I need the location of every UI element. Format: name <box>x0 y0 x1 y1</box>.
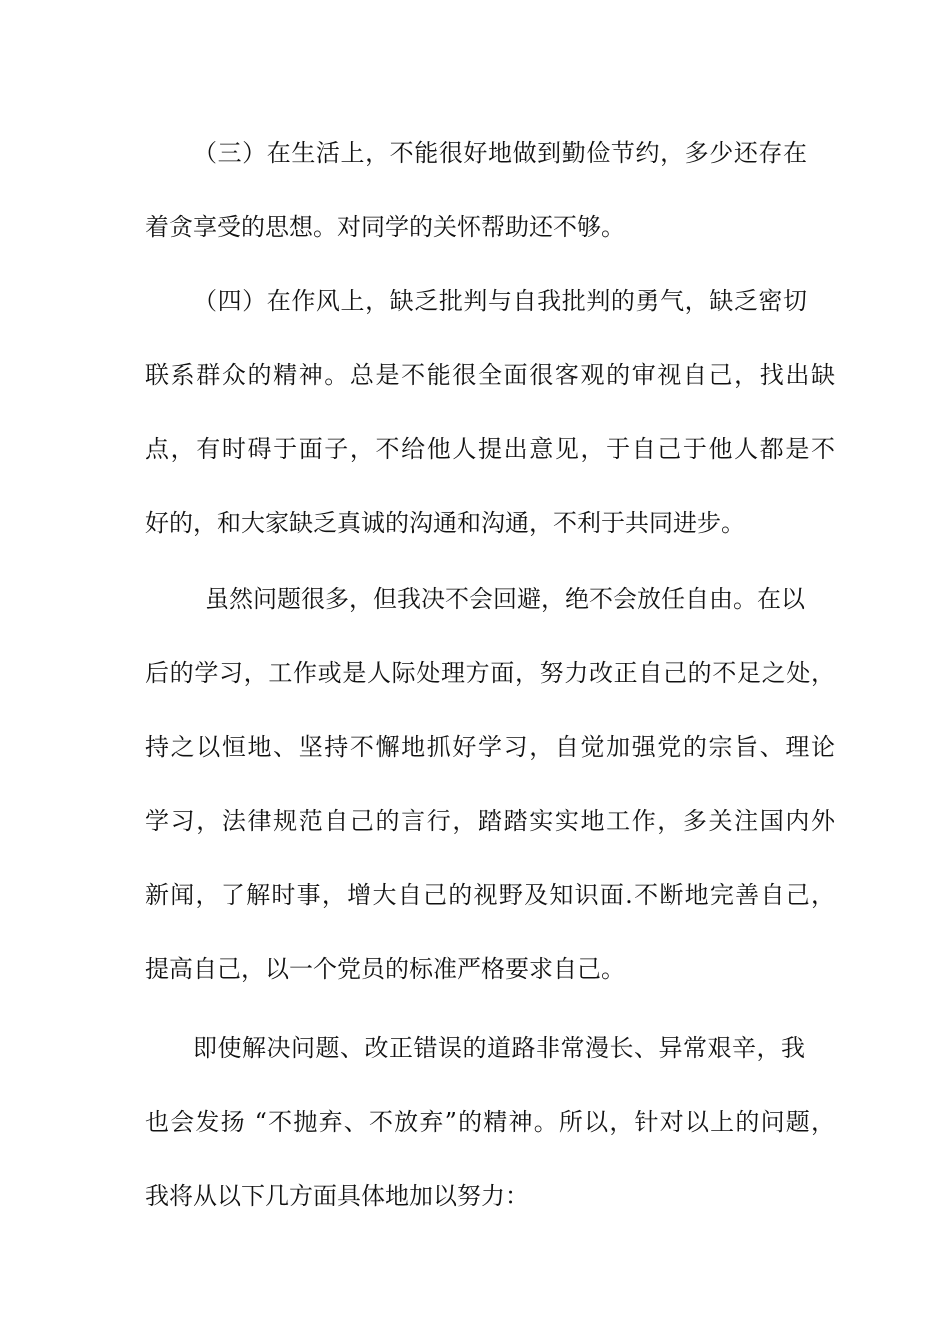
paragraph-2-line-3: 点，有时碍于面子，不给他人提出意见，于自己于他人都是不 <box>145 435 835 463</box>
paragraph-4-line-1: 即使解决问题、改正错误的道路非常漫长、异常艰辛，我 <box>193 1034 805 1062</box>
paragraph-3-line-5: 新闻，了解时事，增大自己的视野及知识面.不断地完善自己， <box>145 881 835 909</box>
paragraph-2-line-1: （四）在作风上，缺乏批判与自我批判的勇气，缺乏密切 <box>193 287 807 315</box>
paragraph-1-line-2: 着贪享受的思想。对同学的关怀帮助还不够。 <box>145 213 625 241</box>
paragraph-3-line-3: 持之以恒地、坚持不懈地抓好学习，自觉加强党的宗旨、理论 <box>145 733 835 761</box>
paragraph-3-line-6: 提高自己，以一个党员的标准严格要求自己。 <box>145 955 625 983</box>
paragraph-3-line-2: 后的学习，工作或是人际处理方面，努力改正自己的不足之处， <box>145 659 835 687</box>
paragraph-3-line-4: 学习，法律规范自己的言行，踏踏实实地工作，多关注国内外 <box>145 807 835 835</box>
paragraph-4-line-3: 我将从以下几方面具体地加以努力： <box>145 1182 529 1210</box>
paragraph-2-line-4: 好的，和大家缺乏真诚的沟通和沟通，不利于共同进步。 <box>145 509 745 537</box>
paragraph-2-line-2: 联系群众的精神。总是不能很全面很客观的审视自己，找出缺 <box>145 361 835 389</box>
paragraph-1-line-1: （三）在生活上，不能很好地做到勤俭节约，多少还存在 <box>193 139 807 167</box>
paragraph-3-line-1: 虽然问题很多，但我决不会回避，绝不会放任自由。在以 <box>205 585 805 613</box>
paragraph-4-line-2: 也会发扬 “不抛弃、不放弃”的精神。所以，针对以上的问题， <box>145 1108 835 1136</box>
